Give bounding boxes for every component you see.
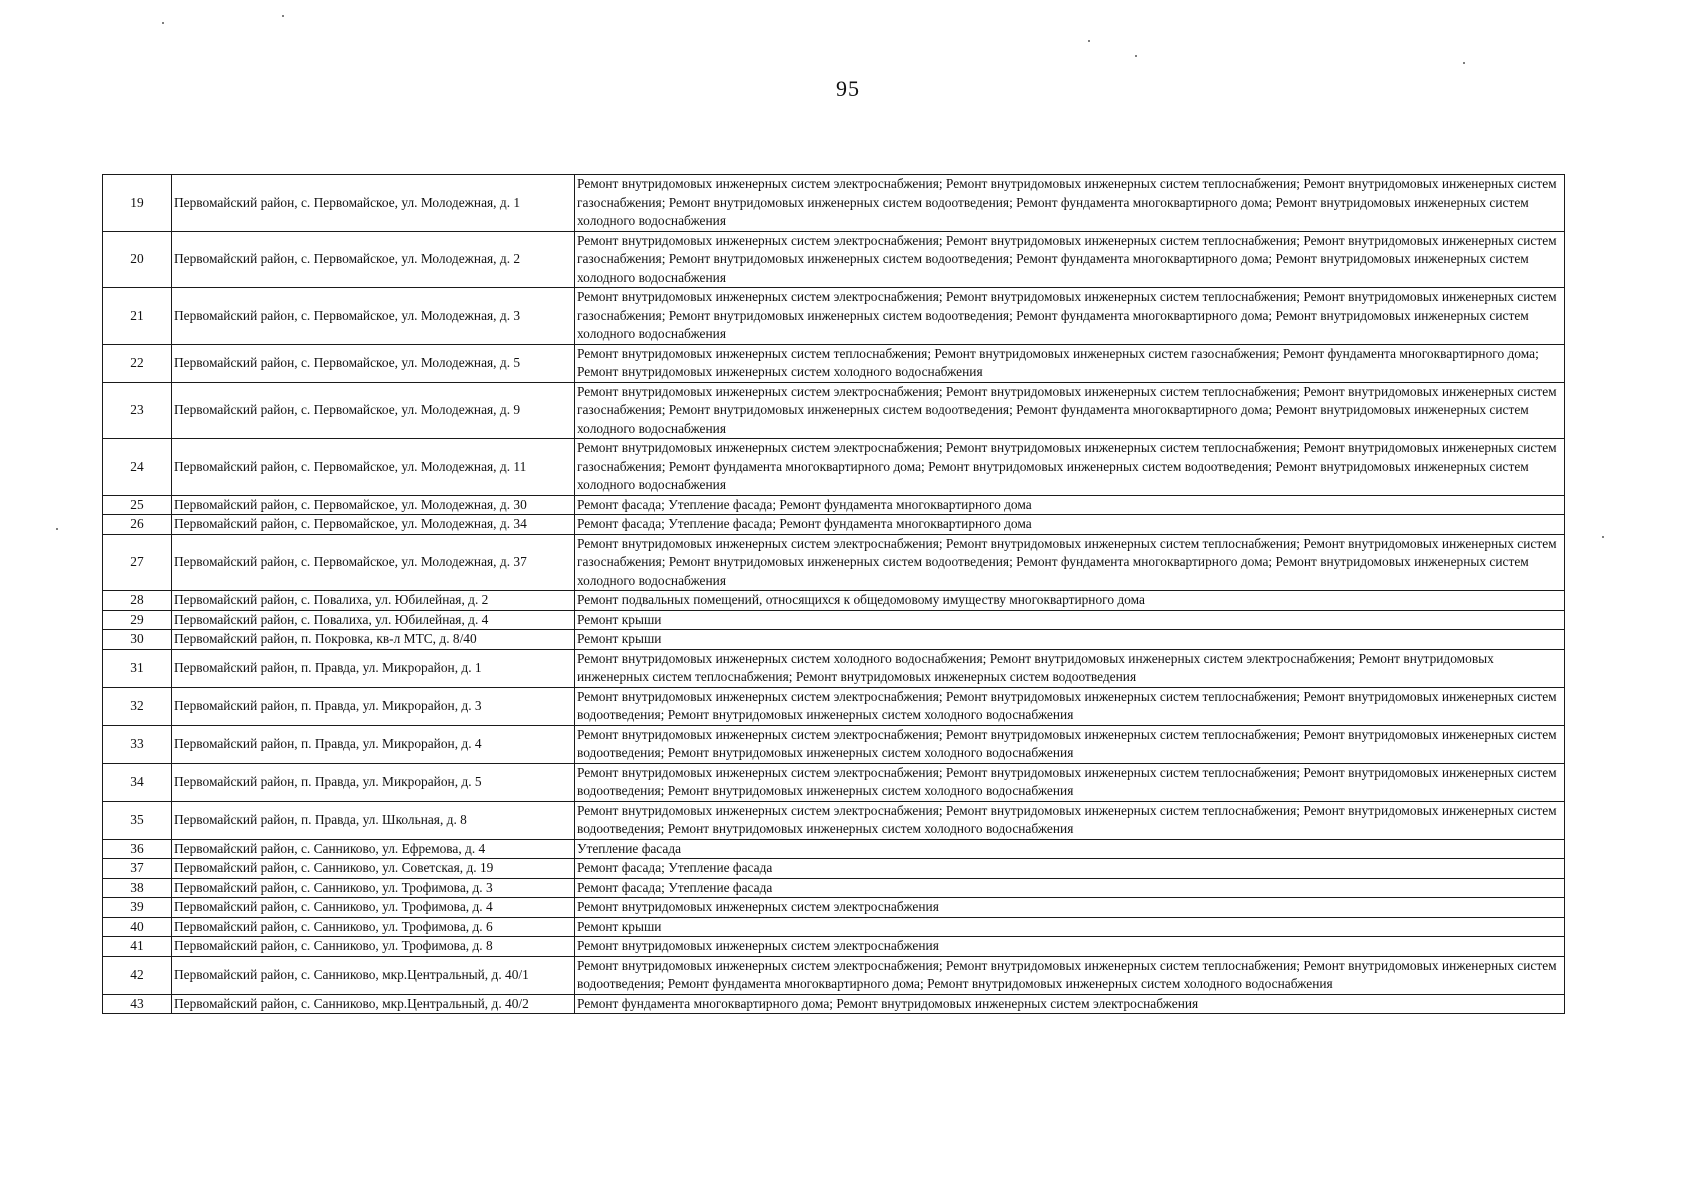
works-cell: Ремонт внутридомовых инженерных систем электроснабжения; Ремонт внутридомовых инженерных систем теплоснабжения; Ремонт внутридомовых инженерных систем водоотведения; Ремонт внутридомовых инженерных систем холодного водоснабжения bbox=[575, 801, 1565, 839]
works-cell: Ремонт крыши bbox=[575, 630, 1565, 650]
row-number-cell: 32 bbox=[103, 687, 172, 725]
table-row bbox=[103, 801, 1565, 839]
row-number-cell: 23 bbox=[103, 382, 172, 439]
scan-speck bbox=[162, 22, 164, 24]
row-number-cell: 20 bbox=[103, 231, 172, 288]
row-number-cell: 19 bbox=[103, 175, 172, 232]
row-number-cell: 21 bbox=[103, 288, 172, 345]
address-cell: Первомайский район, п. Покровка, кв-л МТС, д. 8/40 bbox=[172, 630, 575, 650]
works-cell: Ремонт фундамента многоквартирного дома; Ремонт внутридомовых инженерных систем электроснабжения bbox=[575, 994, 1565, 1014]
table-row bbox=[103, 515, 1565, 535]
row-number-cell: 42 bbox=[103, 956, 172, 994]
row-number-cell: 39 bbox=[103, 898, 172, 918]
scan-speck bbox=[282, 15, 284, 17]
row-number-cell: 26 bbox=[103, 515, 172, 535]
works-cell: Ремонт внутридомовых инженерных систем холодного водоснабжения; Ремонт внутридомовых инженерных систем электроснабжения; Ремонт внутридомовых инженерных систем теплоснабжения; Ремонт внутридомовых инженерных систем водоотведения bbox=[575, 649, 1565, 687]
address-cell: Первомайский район, с. Санниково, ул. Трофимова, д. 6 bbox=[172, 917, 575, 937]
address-cell: Первомайский район, с. Первомайское, ул. Молодежная, д. 2 bbox=[172, 231, 575, 288]
address-cell: Первомайский район, с. Санниково, ул. Трофимова, д. 3 bbox=[172, 878, 575, 898]
table-row bbox=[103, 687, 1565, 725]
address-cell: Первомайский район, с. Санниково, мкр.Центральный, д. 40/1 bbox=[172, 956, 575, 994]
works-cell: Ремонт фасада; Утепление фасада; Ремонт фундамента многоквартирного дома bbox=[575, 515, 1565, 535]
table-row bbox=[103, 763, 1565, 801]
row-number-cell: 24 bbox=[103, 439, 172, 496]
scan-speck bbox=[1135, 55, 1137, 57]
works-cell: Ремонт фасада; Утепление фасада bbox=[575, 878, 1565, 898]
address-cell: Первомайский район, с. Санниково, ул. Трофимова, д. 4 bbox=[172, 898, 575, 918]
address-cell: Первомайский район, п. Правда, ул. Микрорайон, д. 1 bbox=[172, 649, 575, 687]
table-row bbox=[103, 839, 1565, 859]
row-number-cell: 27 bbox=[103, 534, 172, 591]
works-cell: Ремонт внутридомовых инженерных систем электроснабжения; Ремонт внутридомовых инженерных систем теплоснабжения; Ремонт внутридомовых инженерных систем газоснабжения; Ремонт внутридомовых инженерных систем водоотведения; Ремонт фундамента многоквартирного дома; Ремонт внутридомовых инженерных систем холодного водоснабжения bbox=[575, 231, 1565, 288]
works-cell: Ремонт внутридомовых инженерных систем электроснабжения; Ремонт внутридомовых инженерных систем теплоснабжения; Ремонт внутридомовых инженерных систем газоснабжения; Ремонт внутридомовых инженерных систем водоотведения; Ремонт фундамента многоквартирного дома; Ремонт внутридомовых инженерных систем холодного водоснабжения bbox=[575, 175, 1565, 232]
table-row bbox=[103, 630, 1565, 650]
address-cell: Первомайский район, с. Первомайское, ул. Молодежная, д. 9 bbox=[172, 382, 575, 439]
table-row bbox=[103, 649, 1565, 687]
works-cell: Ремонт внутридомовых инженерных систем электроснабжения; Ремонт внутридомовых инженерных систем теплоснабжения; Ремонт внутридомовых инженерных систем газоснабжения; Ремонт внутридомовых инженерных систем водоотведения; Ремонт фундамента многоквартирного дома; Ремонт внутридомовых инженерных систем холодного водоснабжения bbox=[575, 288, 1565, 345]
table-row bbox=[103, 878, 1565, 898]
works-cell: Ремонт фасада; Утепление фасада bbox=[575, 859, 1565, 879]
works-cell: Ремонт фасада; Утепление фасада; Ремонт фундамента многоквартирного дома bbox=[575, 495, 1565, 515]
address-cell: Первомайский район, с. Первомайское, ул. Молодежная, д. 37 bbox=[172, 534, 575, 591]
table-row bbox=[103, 382, 1565, 439]
registry-rows bbox=[103, 175, 1565, 1014]
works-cell: Ремонт внутридомовых инженерных систем электроснабжения; Ремонт внутридомовых инженерных систем теплоснабжения; Ремонт внутридомовых инженерных систем газоснабжения; Ремонт фундамента многоквартирного дома; Ремонт внутридомовых инженерных систем водоотведения; Ремонт внутридомовых инженерных систем холодного водоснабжения bbox=[575, 439, 1565, 496]
table-row bbox=[103, 495, 1565, 515]
table-row bbox=[103, 994, 1565, 1014]
table-row bbox=[103, 231, 1565, 288]
works-cell: Ремонт подвальных помещений, относящихся к общедомовому имуществу многоквартирного дома bbox=[575, 591, 1565, 611]
table-row bbox=[103, 344, 1565, 382]
row-number-cell: 31 bbox=[103, 649, 172, 687]
table-row bbox=[103, 917, 1565, 937]
address-cell: Первомайский район, с. Первомайское, ул. Молодежная, д. 34 bbox=[172, 515, 575, 535]
row-number-cell: 29 bbox=[103, 610, 172, 630]
works-cell: Ремонт внутридомовых инженерных систем электроснабжения; Ремонт внутридомовых инженерных систем теплоснабжения; Ремонт внутридомовых инженерных систем водоотведения; Ремонт внутридомовых инженерных систем холодного водоснабжения bbox=[575, 763, 1565, 801]
address-cell: Первомайский район, п. Правда, ул. Микрорайон, д. 5 bbox=[172, 763, 575, 801]
table-row bbox=[103, 898, 1565, 918]
row-number-cell: 22 bbox=[103, 344, 172, 382]
row-number-cell: 35 bbox=[103, 801, 172, 839]
row-number-cell: 43 bbox=[103, 994, 172, 1014]
row-number-cell: 41 bbox=[103, 937, 172, 957]
table-row bbox=[103, 591, 1565, 611]
works-cell: Ремонт внутридомовых инженерных систем электроснабжения; Ремонт внутридомовых инженерных систем теплоснабжения; Ремонт внутридомовых инженерных систем водоотведения; Ремонт фундамента многоквартирного дома; Ремонт внутридомовых инженерных систем холодного водоснабжения bbox=[575, 956, 1565, 994]
works-cell: Ремонт внутридомовых инженерных систем теплоснабжения; Ремонт внутридомовых инженерных систем газоснабжения; Ремонт фундамента многоквартирного дома; Ремонт внутридомовых инженерных систем холодного водоснабжения bbox=[575, 344, 1565, 382]
address-cell: Первомайский район, с. Первомайское, ул. Молодежная, д. 30 bbox=[172, 495, 575, 515]
table-row bbox=[103, 288, 1565, 345]
table-row bbox=[103, 175, 1565, 232]
address-cell: Первомайский район, с. Первомайское, ул. Молодежная, д. 5 bbox=[172, 344, 575, 382]
scan-speck bbox=[1602, 536, 1604, 538]
works-cell: Ремонт внутридомовых инженерных систем электроснабжения; Ремонт внутридомовых инженерных систем теплоснабжения; Ремонт внутридомовых инженерных систем газоснабжения; Ремонт внутридомовых инженерных систем водоотведения; Ремонт фундамента многоквартирного дома; Ремонт внутридомовых инженерных систем холодного водоснабжения bbox=[575, 382, 1565, 439]
works-cell: Ремонт внутридомовых инженерных систем электроснабжения bbox=[575, 937, 1565, 957]
row-number-cell: 34 bbox=[103, 763, 172, 801]
address-cell: Первомайский район, с. Санниково, ул. Советская, д. 19 bbox=[172, 859, 575, 879]
scan-speck bbox=[1463, 62, 1465, 64]
table-row bbox=[103, 439, 1565, 496]
address-cell: Первомайский район, с. Повалиха, ул. Юбилейная, д. 4 bbox=[172, 610, 575, 630]
address-cell: Первомайский район, с. Первомайское, ул. Молодежная, д. 3 bbox=[172, 288, 575, 345]
table-row bbox=[103, 534, 1565, 591]
works-cell: Ремонт внутридомовых инженерных систем электроснабжения; Ремонт внутридомовых инженерных систем теплоснабжения; Ремонт внутридомовых инженерных систем водоотведения; Ремонт внутридомовых инженерных систем холодного водоснабжения bbox=[575, 725, 1565, 763]
address-cell: Первомайский район, с. Первомайское, ул. Молодежная, д. 1 bbox=[172, 175, 575, 232]
row-number-cell: 37 bbox=[103, 859, 172, 879]
scan-speck bbox=[1088, 40, 1090, 42]
row-number-cell: 38 bbox=[103, 878, 172, 898]
works-cell: Ремонт крыши bbox=[575, 610, 1565, 630]
row-number-cell: 25 bbox=[103, 495, 172, 515]
table-row bbox=[103, 859, 1565, 879]
address-cell: Первомайский район, с. Санниково, мкр.Центральный, д. 40/2 bbox=[172, 994, 575, 1014]
works-cell: Ремонт внутридомовых инженерных систем электроснабжения; Ремонт внутридомовых инженерных систем теплоснабжения; Ремонт внутридомовых инженерных систем газоснабжения; Ремонт внутридомовых инженерных систем водоотведения; Ремонт фундамента многоквартирного дома; Ремонт внутридомовых инженерных систем холодного водоснабжения bbox=[575, 534, 1565, 591]
row-number-cell: 30 bbox=[103, 630, 172, 650]
works-cell: Утепление фасада bbox=[575, 839, 1565, 859]
table-row bbox=[103, 725, 1565, 763]
works-cell: Ремонт внутридомовых инженерных систем электроснабжения bbox=[575, 898, 1565, 918]
scan-speck bbox=[56, 528, 58, 530]
table-row bbox=[103, 610, 1565, 630]
row-number-cell: 28 bbox=[103, 591, 172, 611]
address-cell: Первомайский район, п. Правда, ул. Микрорайон, д. 3 bbox=[172, 687, 575, 725]
address-cell: Первомайский район, с. Санниково, ул. Ефремова, д. 4 bbox=[172, 839, 575, 859]
address-cell: Первомайский район, п. Правда, ул. Школьная, д. 8 bbox=[172, 801, 575, 839]
works-cell: Ремонт крыши bbox=[575, 917, 1565, 937]
works-cell: Ремонт внутридомовых инженерных систем электроснабжения; Ремонт внутридомовых инженерных систем теплоснабжения; Ремонт внутридомовых инженерных систем водоотведения; Ремонт внутридомовых инженерных систем холодного водоснабжения bbox=[575, 687, 1565, 725]
table-row bbox=[103, 937, 1565, 957]
table-row bbox=[103, 956, 1565, 994]
address-cell: Первомайский район, с. Повалиха, ул. Юбилейная, д. 2 bbox=[172, 591, 575, 611]
repair-registry-table bbox=[102, 174, 1565, 1014]
page-number: 95 bbox=[836, 76, 860, 101]
address-cell: Первомайский район, с. Первомайское, ул. Молодежная, д. 11 bbox=[172, 439, 575, 496]
row-number-cell: 40 bbox=[103, 917, 172, 937]
address-cell: Первомайский район, с. Санниково, ул. Трофимова, д. 8 bbox=[172, 937, 575, 957]
row-number-cell: 36 bbox=[103, 839, 172, 859]
row-number-cell: 33 bbox=[103, 725, 172, 763]
address-cell: Первомайский район, п. Правда, ул. Микрорайон, д. 4 bbox=[172, 725, 575, 763]
